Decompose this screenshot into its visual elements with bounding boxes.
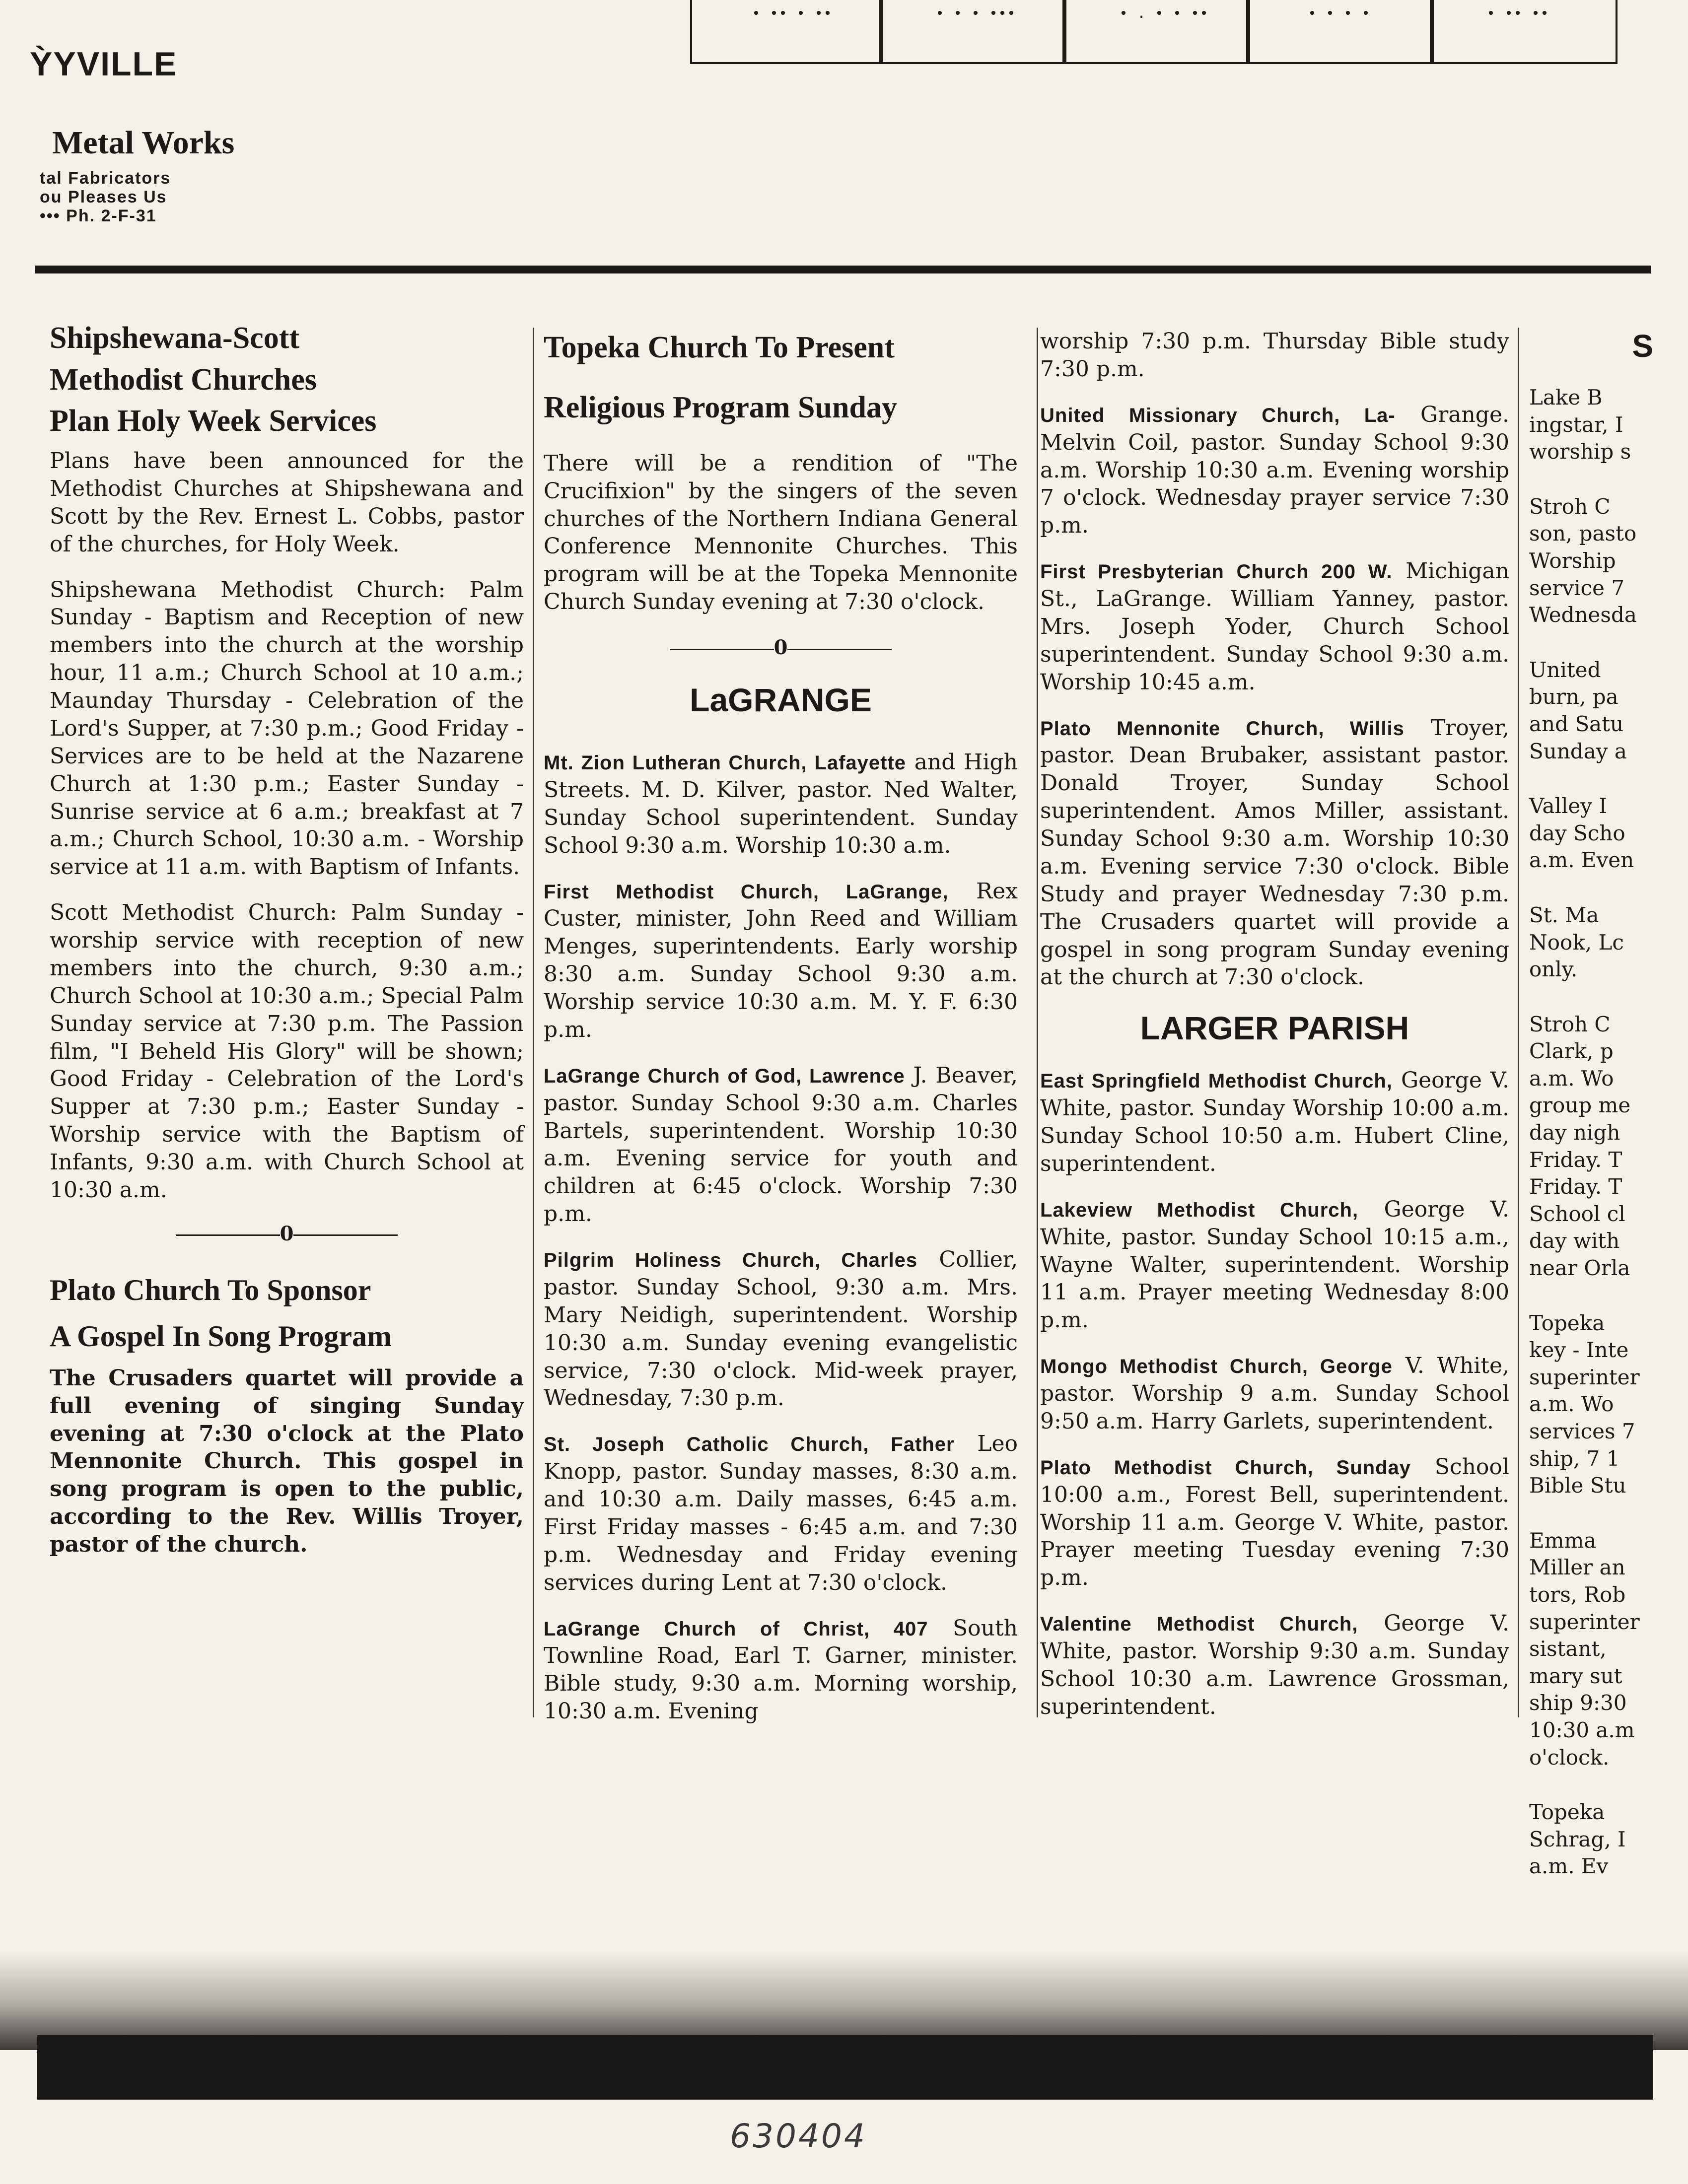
column-rule <box>1518 328 1519 1717</box>
table-box-label: • . • • •• <box>1119 6 1209 23</box>
separator-mark: 0 <box>774 636 788 660</box>
continued-text: worship 7:30 p.m. Thursday Bible study 7:30 p.m. <box>1040 329 1509 382</box>
church-details: George V. White, pastor. Worship 9:30 a.m. Sunday School 10:30 a.m. Lawrence Grossman, superintendent. <box>1040 1611 1509 1719</box>
church-listing <box>1040 714 1509 992</box>
separator <box>544 636 1018 659</box>
table-box-label: • •• • •• <box>752 6 833 23</box>
headline-plato <box>50 1267 524 1360</box>
church-name: Valentine Methodist Church, <box>1040 1613 1358 1636</box>
article-paragraph: Shipshewana Methodist Church: Palm Sunday - Baptism and Reception of new members into the church at the worship hour, 11 a.m.; Church School at 10 a.m.; Maunday Thursday - Celebration of the Lord's Supper, at 7:30 p.m.; Good Friday - Services are to be held at the Nazarene Church at 1:30 p.m.; Easter Sunday - Sunrise service at 6 a.m.; breakfast at 7 a.m.; Church School, 10:30 a.m. - Worship service at 11 a.m. with Baptism of Infants. <box>50 577 524 880</box>
church-listing <box>1040 1352 1509 1435</box>
church-details: School 10:00 a.m., Forest Bell, superintendent. Worship 11 a.m. George V. White, pastor. Prayer meeting Tuesday evening 7:30 p.m. <box>1040 1454 1509 1591</box>
church-details: V. White, pastor. Worship 9 a.m. Sunday School 9:50 a.m. Harry Garlets, superintendent. <box>1040 1353 1509 1434</box>
church-name: Mt. Zion Lutheran Church, Lafayette <box>544 752 907 774</box>
church-details: George V. White, pastor. Sunday Worship 10:00 a.m. Sunday School 10:50 a.m. Hubert Cline, superintendent. <box>1040 1068 1509 1176</box>
cutoff-listing: Topeka key - Inte superinter a.m. Wo services 7 ship, 7 1 Bible Stu <box>1529 1310 1640 1498</box>
church-details: George V. White, pastor. Sunday School 10:15 a.m., Wayne Walter, superintendent. Worship 11 a.m. Prayer meeting Wednesday 8:00 p.m. <box>1040 1196 1509 1333</box>
cutoff-listing: Lake B ingstar, I worship s <box>1529 385 1631 464</box>
church-details: J. Beaver, pastor. Sunday School 9:30 a.m. Charles Bartels, superintendent. Worship 10:30 a.m. Evening service for youth and children at 6:45 o'clock. Worship 7:30 p.m. <box>544 1062 1018 1227</box>
church-listing <box>1040 1067 1509 1178</box>
church-details: Rex Custer, minister, John Reed and William Menges, superintendents. Early worship 8:30 a.m. Sunday School 9:30 a.m. Worship service 10:30 a.m. M. Y. F. 6:30 p.m. <box>544 878 1018 1042</box>
ad-line: tal Fabricators <box>40 169 171 188</box>
table-box-label: • • • • <box>1308 6 1371 23</box>
column-rule <box>533 328 534 1717</box>
church-details: South Townline Road, Earl T. Garner, minister. Bible study, 9:30 a.m. Morning worship, 10:30 a.m. Evening <box>544 1615 1018 1724</box>
headline-line: Plan Holy Week Services <box>50 404 377 438</box>
cutoff-listing: Valley I day Scho a.m. Even <box>1529 794 1634 873</box>
column-3 <box>1040 328 1509 1739</box>
separator-mark: 0 <box>280 1222 294 1245</box>
handwritten-number: 630404 <box>730 2117 867 2155</box>
headline-line: Topeka Church To Present <box>544 331 895 364</box>
article-paragraph: Plans have been announced for the Methodist Churches at Shipshewana and Scott by the Rev. Ernest L. Cobbs, pastor of the churches, for Holy Week. <box>50 448 524 557</box>
article-paragraph: The Crusaders quartet will provide a full evening of singing Sunday evening at 7:30 o'clock at the Plato Mennonite Church. This gospel in song program is open to the public, according to the Rev. Willis Troyer, pastor of the church. <box>50 1365 524 1558</box>
church-name: Plato Methodist Church, Sunday <box>1040 1456 1411 1479</box>
cutoff-listing: St. Ma Nook, Lc only. <box>1529 902 1624 982</box>
article-paragraph: Scott Methodist Church: Palm Sunday - worship service with reception of new members into the church, 9:30 a.m.; Church School at 10:30 a.m.; Special Palm Sunday service at 7:30 p.m. The Passion film, "I Beheld His Glory" will be shown; Good Friday - Celebration of the Lord's Supper at 7:30 p.m.; Easter Sunday - Worship service with the Baptism of Infants, 9:30 a.m. with Church School at 10:30 a.m. <box>50 900 524 1203</box>
church-name: St. Joseph Catholic Church, Father <box>544 1433 955 1456</box>
separator <box>50 1222 524 1245</box>
cutoff-listing: Stroh C Clark, p a.m. Wo group me day nigh Friday. T Friday. T School cl day with near Orla <box>1529 1012 1631 1281</box>
church-listing <box>1040 1196 1509 1334</box>
table-box <box>1246 0 1434 64</box>
ad-title: Metal Works <box>52 125 235 161</box>
church-listing <box>544 1615 1018 1726</box>
section-heading-lagrange: LaGRANGE <box>690 682 872 719</box>
church-listing <box>1040 557 1509 696</box>
church-listing <box>1040 1453 1509 1592</box>
article-paragraph: There will be a rendition of "The Crucifixion" by the singers of the seven churches of the Northern Indiana General Conference Mennonite Churches. This program will be at the Topeka Mennonite Church Sunday evening at 7:30 o'clock. <box>544 450 1018 615</box>
church-name: United Missionary Church, La- <box>1040 404 1396 426</box>
table-box-label: • •• •• <box>1486 6 1549 23</box>
headline-shipshewana <box>50 318 524 442</box>
masthead-town: ỲYVILLE <box>30 45 178 83</box>
column-2 <box>544 318 1018 1743</box>
scan-edge-band <box>37 2035 1653 2100</box>
column-1 <box>50 318 524 1576</box>
cutoff-listing: United burn, pa and Satu Sunday a <box>1529 657 1627 763</box>
church-name: Plato Mennonite Church, Willis <box>1040 717 1405 740</box>
table-box <box>1062 0 1250 64</box>
church-details: Collier, pastor. Sunday School, 9:30 a.m. Mrs. Mary Neidigh, superintendent. Worship 10:30 a.m. Sunday evening evangelistic service, 7:30 o'clock. Mid-week prayer, Wednesday, 7:30 p.m. <box>544 1247 1018 1411</box>
church-name: LaGrange Church of God, Lawrence <box>544 1065 905 1087</box>
church-name: Pilgrim Holiness Church, Charles <box>544 1249 918 1272</box>
table-box-label: • • • ••• <box>935 6 1016 23</box>
headline-line: Methodist Churches <box>50 362 317 397</box>
church-listing <box>544 749 1018 860</box>
church-listing <box>544 1062 1018 1228</box>
church-name: Mongo Methodist Church, George <box>1040 1356 1393 1378</box>
ad-line: ••• Ph. 2-F-31 <box>40 206 157 225</box>
cutoff-listing: Emma Miller an tors, Rob superinter sistant, mary sut ship 9:30 10:30 a.m o'clock. <box>1529 1528 1640 1770</box>
church-name: First Methodist Church, LaGrange, <box>544 881 949 903</box>
church-listing <box>1040 1610 1509 1721</box>
section-heading-larger-parish: LARGER PARISH <box>1140 1010 1409 1047</box>
table-box <box>1430 0 1618 64</box>
cutoff-listing: Stroh C son, pasto Worship service 7 Wednesda <box>1529 494 1637 627</box>
table-box <box>879 0 1066 64</box>
column-4-cutoff <box>1529 328 1653 1879</box>
church-listing <box>1040 401 1509 540</box>
church-listing <box>544 1430 1018 1596</box>
church-name: First Presbyterian Church 200 W. <box>1040 561 1393 583</box>
ad-line: ou Pleases Us <box>40 188 167 206</box>
church-details: Troyer, pastor. Dean Brubaker, assistant pastor. Donald Troyer, Sunday School superintendent. Amos Miller, assistant. Sunday School 9:30 a.m. Worship 10:30 a.m. Evening service 7:30 o'clock. Bible Study and prayer Wednesday 7:30 p.m. The Crusaders quartet will provide a gospel in song program Sunday evening at the church at 7:30 o'clock. <box>1040 715 1509 990</box>
church-listing <box>544 878 1018 1044</box>
headline-topeka <box>544 318 1018 438</box>
headline-line: A Gospel In Song Program <box>50 1319 392 1353</box>
church-details: and High Streets. M. D. Kilver, pastor. Ned Walter, Sunday School superintendent. Sunday School 9:30 a.m. Worship 10:30 a.m. <box>544 750 1018 858</box>
church-details: Leo Knopp, pastor. Sunday masses, 8:30 a.m. and 10:30 a.m. Daily masses, 6:45 a.m. First Friday masses - 6:45 a.m. and 7:30 p.m. Wednesday and Friday evening services during Lent at 7:30 o'clock. <box>544 1431 1018 1595</box>
masthead-rule <box>35 266 1651 273</box>
headline-line: Shipshewana-Scott <box>50 321 299 355</box>
church-name: LaGrange Church of Christ, 407 <box>544 1618 928 1640</box>
headline-line: Plato Church To Sponsor <box>50 1273 371 1306</box>
column-4-heading: S <box>1632 328 1653 364</box>
cutoff-listing: Topeka Schrag, I a.m. Ev <box>1529 1800 1626 1879</box>
church-name: East Springfield Methodist Church, <box>1040 1070 1393 1092</box>
table-box <box>690 0 883 64</box>
church-details: Michigan St., LaGrange. William Yanney, pastor. Mrs. Joseph Yoder, Church School superintendent. Sunday School 9:30 a.m. Worship 10:45 a.m. <box>1040 558 1509 695</box>
church-name: Lakeview Methodist Church, <box>1040 1199 1359 1221</box>
headline-line: Religious Program Sunday <box>544 390 897 424</box>
church-listing <box>544 1246 1018 1412</box>
church-details: Grange. Melvin Coil, pastor. Sunday School 9:30 a.m. Worship 10:30 a.m. Evening worship 7 o'clock. Wednesday prayer service 7:30 p.m. <box>1040 402 1509 539</box>
column-rule <box>1037 328 1038 1717</box>
